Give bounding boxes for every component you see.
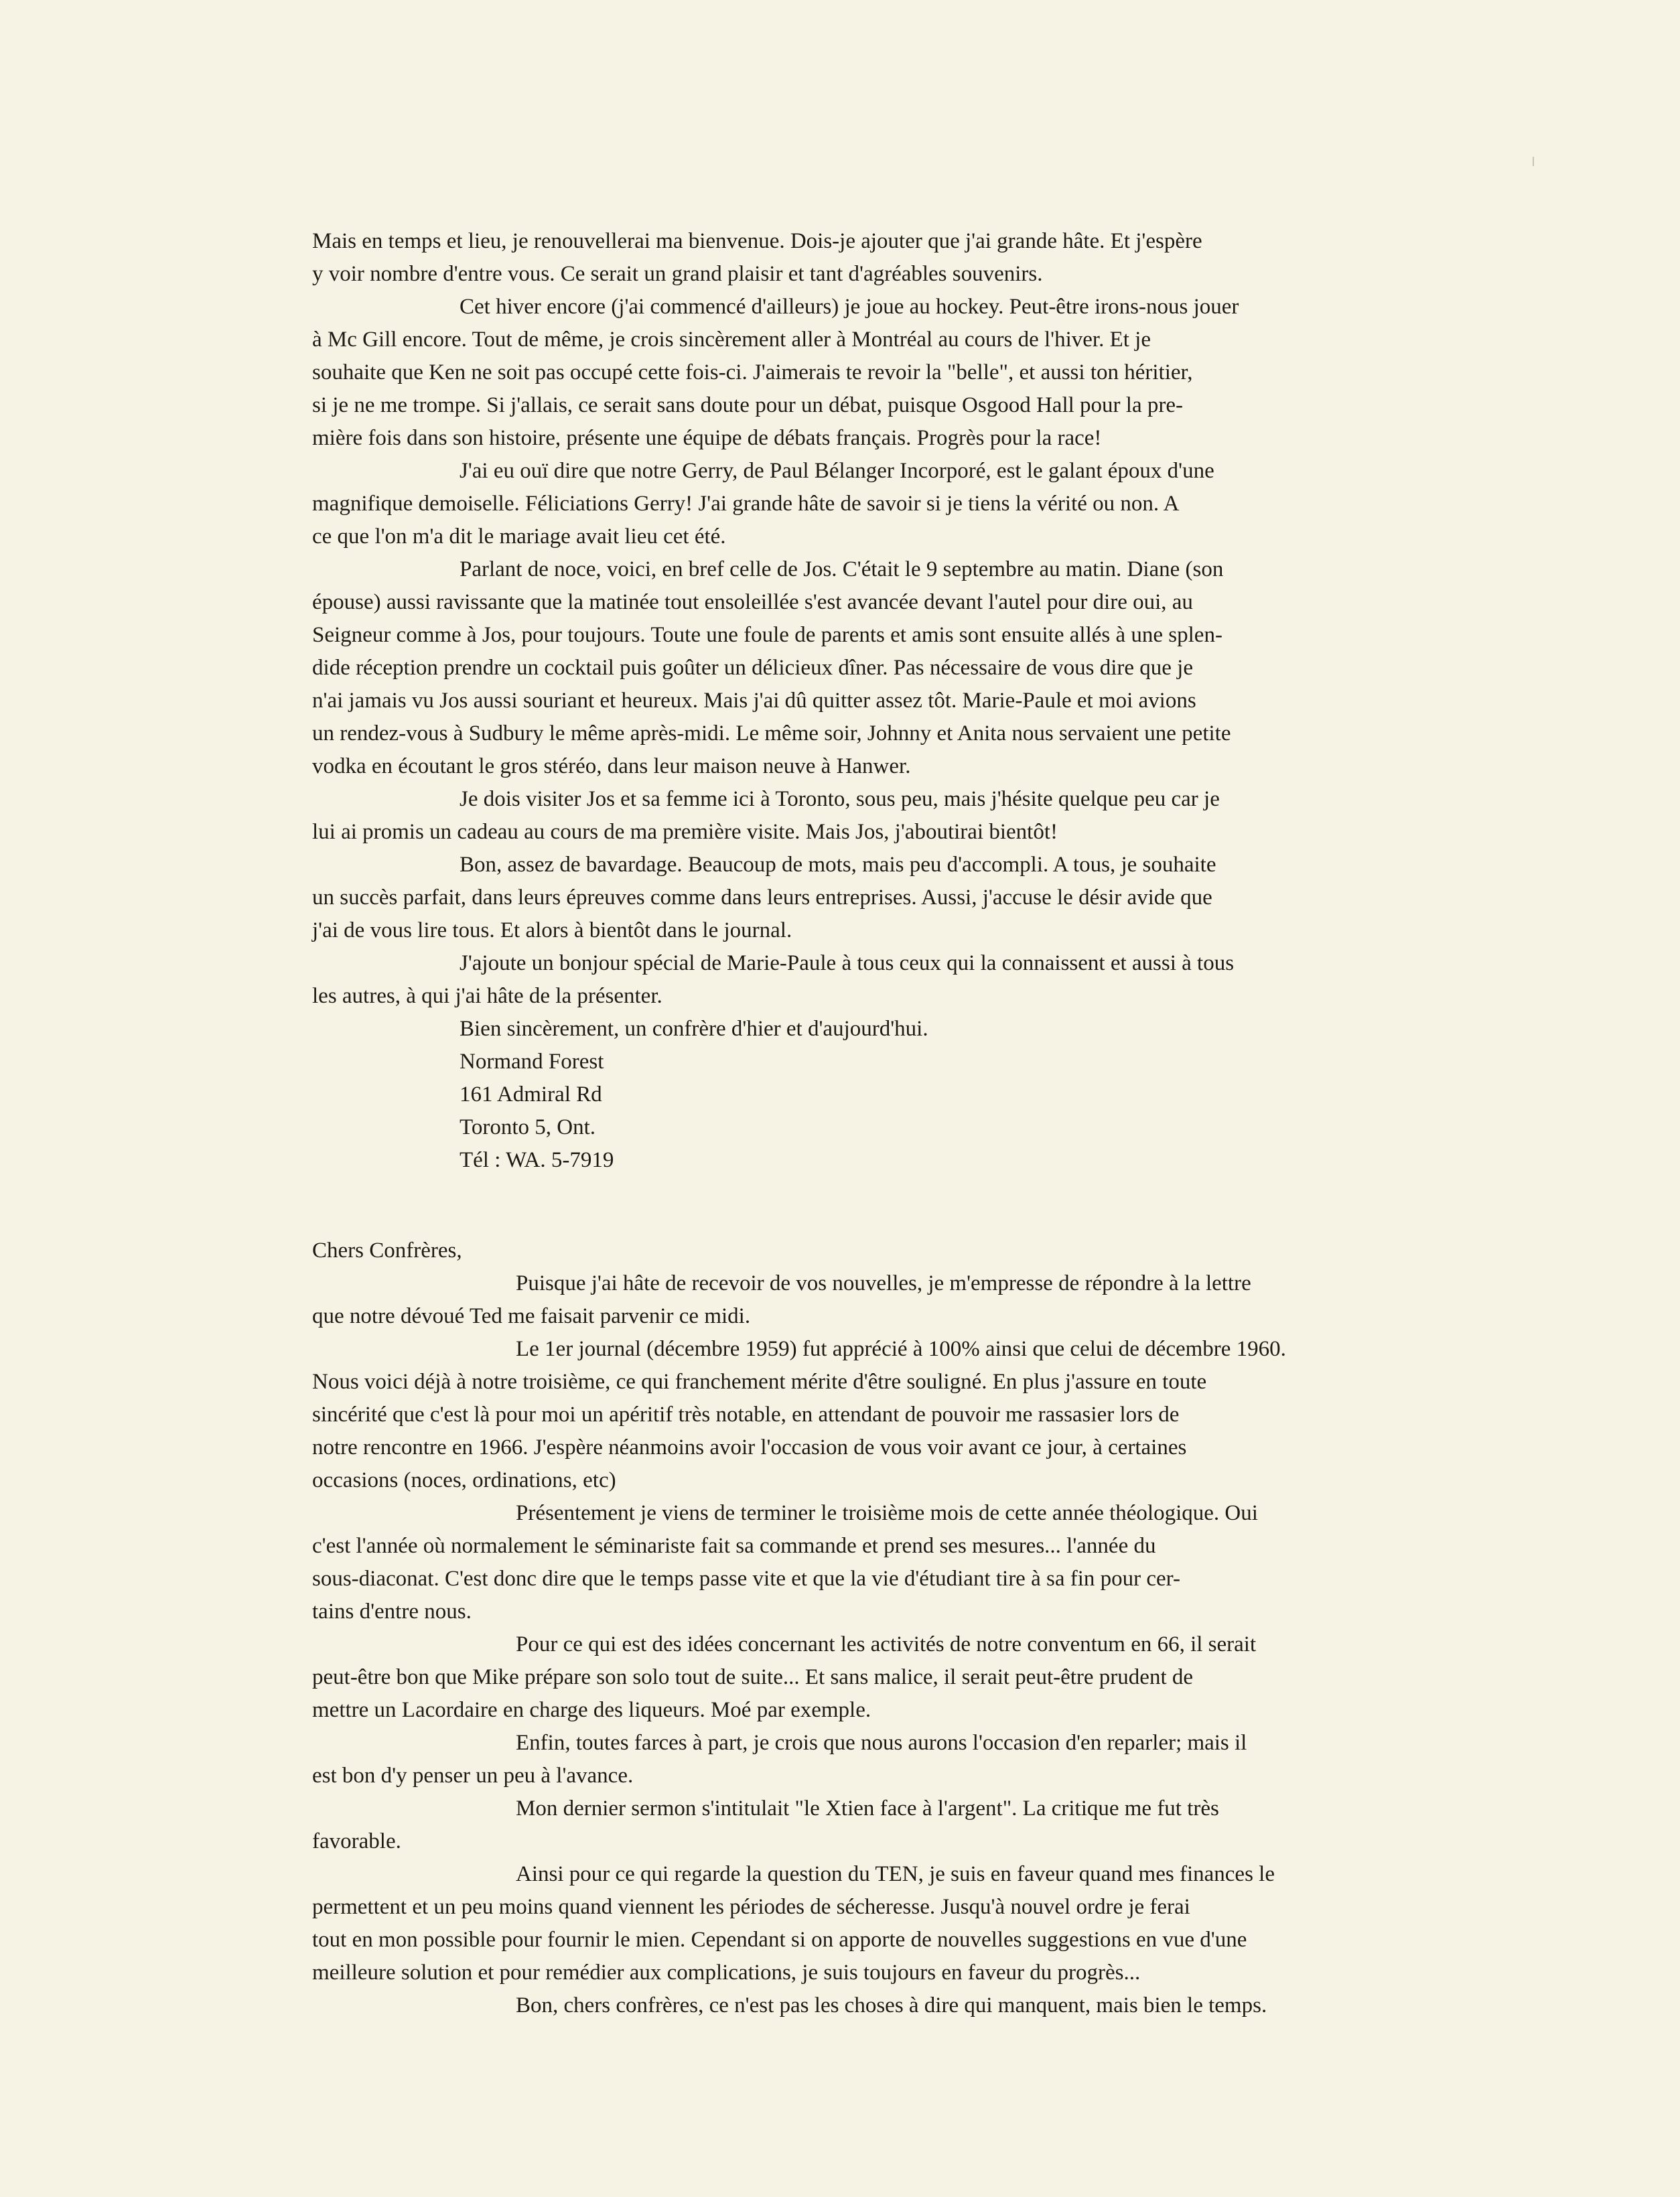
- letter1-line: j'ai de vous lire tous. Et alors à bientôt dans le journal.: [312, 918, 792, 942]
- letter2-line: favorable.: [312, 1829, 401, 1853]
- letter1-line: Mais en temps et lieu, je renouvellerai ma bienvenue. Dois-je ajouter que j'ai grande hâte. Et j'espère: [312, 229, 1202, 253]
- signature-city: Toronto 5, Ont.: [460, 1115, 596, 1139]
- letter1-line: ce que l'on m'a dit le mariage avait lieu cet été.: [312, 524, 726, 549]
- letter1-line: souhaite que Ken ne soit pas occupé cette fois-ci. J'aimerais te revoir la "belle", et aussi ton héritier,: [312, 360, 1193, 384]
- letter1-line: Parlant de noce, voici, en bref celle de Jos. C'était le 9 septembre au matin. Diane (son: [460, 557, 1224, 581]
- letter2-line: Enfin, toutes farces à part, je crois que nous aurons l'occasion d'en reparler; mais il: [516, 1731, 1247, 1755]
- letter2-line: permettent et un peu moins quand viennent les périodes de sécheresse. Jusqu'à nouvel ordre je ferai: [312, 1895, 1190, 1919]
- letter2-line: Ainsi pour ce qui regarde la question du TEN, je suis en faveur quand mes finances le: [516, 1862, 1275, 1886]
- letter2-line: c'est l'année où normalement le séminariste fait sa commande et prend ses mesures... l'année du: [312, 1534, 1156, 1558]
- letter2-line: Mon dernier sermon s'intitulait "le Xtien face à l'argent". La critique me fut très: [516, 1796, 1219, 1821]
- closing-line: Bien sincèrement, un confrère d'hier et d'aujourd'hui.: [460, 1017, 928, 1041]
- letter2-line: est bon d'y penser un peu à l'avance.: [312, 1764, 634, 1788]
- letter2-line: peut-être bon que Mike prépare son solo tout de suite... Et sans malice, il serait peut-être prudent de: [312, 1665, 1194, 1689]
- letter2-line: sincérité que c'est là pour moi un apéritif très notable, en attendant de pouvoir me rassasier lors de: [312, 1403, 1180, 1427]
- salutation: Chers Confrères,: [312, 1238, 462, 1263]
- signature-name: Normand Forest: [460, 1050, 604, 1074]
- letter1-line: un rendez-vous à Sudbury le même après-midi. Le même soir, Johnny et Anita nous servaient une petite: [312, 721, 1231, 746]
- letter1-line: vodka en écoutant le gros stéréo, dans leur maison neuve à Hanwer.: [312, 754, 911, 778]
- letter1-line: n'ai jamais vu Jos aussi souriant et heureux. Mais j'ai dû quitter assez tôt. Marie-Paule et moi avions: [312, 689, 1196, 713]
- letter1-line: un succès parfait, dans leurs épreuves comme dans leurs entreprises. Aussi, j'accuse le désir avide que: [312, 885, 1212, 910]
- letter2-line: Nous voici déjà à notre troisième, ce qui franchement mérite d'être souligné. En plus j'assure en toute: [312, 1370, 1207, 1394]
- letter2-line: tout en mon possible pour fournir le mien. Cependant si on apporte de nouvelles suggestions en vue d'une: [312, 1928, 1247, 1952]
- letter2-line: Puisque j'ai hâte de recevoir de vos nouvelles, je m'empresse de répondre à la lettre: [516, 1271, 1251, 1295]
- letter2-line: que notre dévoué Ted me faisait parvenir ce midi.: [312, 1304, 751, 1328]
- letter1-line: si je ne me trompe. Si j'allais, ce serait sans doute pour un débat, puisque Osgood Hall pour la pre-: [312, 393, 1183, 417]
- letter1-line: Seigneur comme à Jos, pour toujours. Toute une foule de parents et amis sont ensuite allés à une splen-: [312, 623, 1222, 647]
- letter2-line: Le 1er journal (décembre 1959) fut apprécié à 100% ainsi que celui de décembre 1960.: [516, 1337, 1286, 1361]
- letter1-line: lui ai promis un cadeau au cours de ma première visite. Mais Jos, j'aboutirai bientôt!: [312, 820, 1058, 844]
- letter1-line: Bon, assez de bavardage. Beaucoup de mots, mais peu d'accompli. A tous, je souhaite: [460, 853, 1216, 877]
- signature-phone: Tél : WA. 5-7919: [460, 1148, 614, 1172]
- letter1-line: Cet hiver encore (j'ai commencé d'ailleurs) je joue au hockey. Peut-être irons-nous jouer: [460, 295, 1239, 319]
- letter2-line: mettre un Lacordaire en charge des liqueurs. Moé par exemple.: [312, 1698, 871, 1722]
- letter2-line: Pour ce qui est des idées concernant les activités de notre conventum en 66, il serait: [516, 1632, 1257, 1656]
- letter2-line: tains d'entre nous.: [312, 1600, 472, 1624]
- letter1-line: épouse) aussi ravissante que la matinée tout ensoleillée s'est avancée devant l'autel pour dire oui, au: [312, 590, 1193, 614]
- letter1-line: dide réception prendre un cocktail puis goûter un délicieux dîner. Pas nécessaire de vous dire que je: [312, 656, 1193, 680]
- letter1-line: Je dois visiter Jos et sa femme ici à Toronto, sous peu, mais j'hésite quelque peu car je: [460, 787, 1220, 811]
- letter-separator: [312, 1177, 1531, 1234]
- letter1-line: magnifique demoiselle. Féliciations Gerry! J'ai grande hâte de savoir si je tiens la vérité ou non. A: [312, 492, 1180, 516]
- page-mark: [1533, 157, 1534, 166]
- letter2-line: Présentement je viens de terminer le troisième mois de cette année théologique. Oui: [516, 1501, 1258, 1525]
- letter1-line: à Mc Gill encore. Tout de même, je crois sincèrement aller à Montréal au cours de l'hiver. Et je: [312, 328, 1151, 352]
- letter2-line: sous-diaconat. C'est donc dire que le temps passe vite et que la vie d'étudiant tire à sa fin pour cer-: [312, 1567, 1180, 1591]
- letter1-line: y voir nombre d'entre vous. Ce serait un grand plaisir et tant d'agréables souvenirs.: [312, 262, 1043, 286]
- letter2-line: Bon, chers confrères, ce n'est pas les choses à dire qui manquent, mais bien le temps.: [516, 1993, 1267, 2017]
- letter-text: [312, 225, 1531, 2022]
- letter1-line: les autres, à qui j'ai hâte de la présenter.: [312, 984, 662, 1008]
- letter2-line: occasions (noces, ordinations, etc): [312, 1468, 616, 1492]
- letter1-line: J'ai eu ouï dire que notre Gerry, de Paul Bélanger Incorporé, est le galant époux d'une: [460, 459, 1214, 483]
- letter1-line: J'ajoute un bonjour spécial de Marie-Paule à tous ceux qui la connaissent et aussi à tous: [460, 951, 1235, 975]
- signature-address: 161 Admiral Rd: [460, 1082, 602, 1107]
- letter1-line: mière fois dans son histoire, présente une équipe de débats français. Progrès pour la race!: [312, 426, 1102, 450]
- letter2-line: notre rencontre en 1966. J'espère néanmoins avoir l'occasion de vous voir avant ce jour, à certaines: [312, 1435, 1187, 1460]
- letter2-line: meilleure solution et pour remédier aux complications, je suis toujours en faveur du progrès...: [312, 1961, 1141, 1985]
